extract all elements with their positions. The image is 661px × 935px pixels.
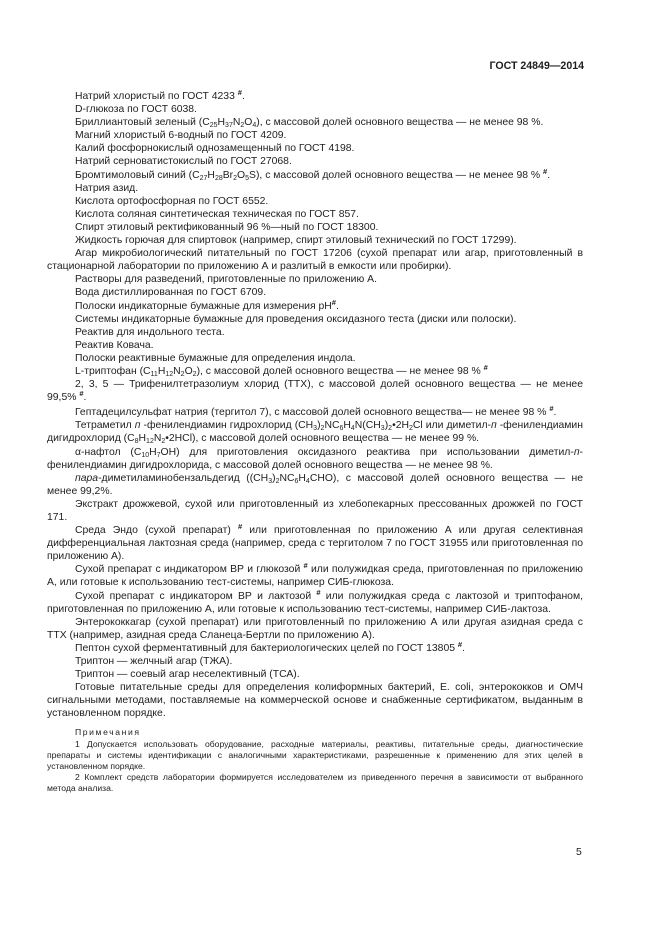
paragraph: Триптон — желчный агар (ТЖА). xyxy=(75,656,233,668)
paragraph: Сухой препарат с индикатором ВР и глюкозой # или полужидкая среда, приготовленная по приложению А, или готовые к использованию тест-системы, например СИБ-глюкоза. xyxy=(47,561,583,589)
paragraph: Жидкость горючая для спиртовок (например, спирт этиловый технический по ГОСТ 17299). xyxy=(75,235,517,247)
paragraph: Натрия азид. xyxy=(75,182,139,194)
paragraph: Бромтимоловый синий $(C_{27}H_{28}Br_2O_5S)$, с массовой долей основного вещества — не менее 98 % #. xyxy=(75,166,551,182)
note-item: 1 Допускается использовать оборудование, расходные материалы, реактивы, питательные среды, диагностические препараты и системы идентификации с аналогичными характеристиками, разрешенные к применению для этих целей в установленном порядке. xyxy=(47,738,583,771)
paragraph: L-триптофан $(C_{11}H_{12}N_2O_2)$, с массовой долей основного вещества — не менее 98 % # xyxy=(75,362,488,378)
footnote-mark: # xyxy=(316,587,321,597)
notes-title: Примечания xyxy=(75,726,141,737)
paragraph: D-глюкоза по ГОСТ 6038. xyxy=(75,104,197,116)
footnote-mark: # xyxy=(79,389,84,399)
footnote-mark: # xyxy=(237,522,243,532)
paragraph: Пептон сухой ферментативный для бактериологических целей по ГОСТ 13805 #. xyxy=(75,639,465,654)
paragraph: Растворы для разведений, приготовленные по приложению А. xyxy=(75,274,377,286)
paragraph: Реактив Ковача. xyxy=(75,339,154,351)
paragraph: Кислота ортофосфорная по ГОСТ 6552. xyxy=(75,195,269,207)
paragraph: Кислота соляная синтетическая техническая по ГОСТ 857. xyxy=(75,208,359,220)
paragraph: Гептадецилсульфат натрия (тергитол 7), с массовой долей основного вещества— не менее 98 % #. xyxy=(75,404,557,419)
footnote-mark: # xyxy=(237,88,242,97)
paragraph: Вода дистиллированная по ГОСТ 6709. xyxy=(75,287,267,299)
paragraph: Готовые питательные среды для определения колиформных бактерий, E. coli, энтерококков и ОМЧ сигнальными методами, поставляемые на коммерческой основе и снабженные сертификатом, выданным в установленном порядке. xyxy=(47,682,583,720)
document-body xyxy=(47,90,583,794)
paragraph: Натрий хлористый по ГОСТ 4233 #. xyxy=(75,88,245,102)
paragraph: Реактив для индольного теста. xyxy=(75,326,225,338)
paragraph: Сухой препарат с индикатором ВР и лактозой # или полужидкая среда с лактозой и триптофаном, приготовленная по приложению А, или готовые к использованию тест-системы, например СИБ-лактоза. xyxy=(47,587,583,615)
page-number: 5 xyxy=(576,847,582,858)
paragraph: Агар микробиологический питательный по ГОСТ 17206 (сухой препарат или агар, приготовленный в стационарной лаборатории по приложению А и разлитый в емкости или пробирки). xyxy=(47,248,583,273)
paragraph: α-нафтол $(C_{10}H_7OH)$ для приготовления оксидазного реактива при использовании диметил-п-фенилендиамин дигидрохлорида, с массовой долей основного вещества — не менее 98 %. xyxy=(47,446,583,471)
note-item: 2 Комплект средств лаборатории формируется исследователем из приведенного перечня в зависимости от выбранного метода анализа. xyxy=(47,771,583,793)
paragraph: Полоски реактивные бумажные для определения индола. xyxy=(75,352,356,364)
document-code-header: ГОСТ 24849—2014 xyxy=(489,60,584,72)
paragraph: Тетраметил п -фенилендиамин гидрохлорид $(CH_3)_2NC_6H_4N(CH_3)_2•2H_2Cl$ или диметил-п -фенилендиамин дигидрохлорид $(C_8H_{12}N_2•2HCl)$, с массовой долей основного вещества — не менее 99 %. xyxy=(47,420,583,446)
paragraph: Среда Эндо (сухой препарат) # или приготовленная по приложению А или другая селективная дифференциальная лактозная среда (например, среда с тергитолом 7 по ГОСТ 31955 или приготовленная по приложению А). xyxy=(47,522,583,563)
paragraph: Триптон — соевый агар неселективный (ТСА). xyxy=(75,669,300,681)
paragraph: Калий фосфорнокислый однозамещенный по ГОСТ 4198. xyxy=(75,143,355,155)
paragraph: Экстракт дрожжевой, сухой или приготовленный из хлебопекарных прессованных дрожжей по ГОСТ 171. xyxy=(47,498,583,523)
footnote-mark: # xyxy=(457,639,463,649)
footnote-mark: # xyxy=(483,362,488,372)
paragraph: 2, 3, 5 — Трифенилтетразолиум хлорид (ТТХ), с массовой долей основного вещества — не менее 99,5% #. xyxy=(47,379,583,404)
paragraph: Магний хлористый 6-водный по ГОСТ 4209. xyxy=(75,130,287,142)
paragraph: Бриллиантовый зеленый $(C_{25}H_{37}N_2O_4)$, с массовой долей основного вещества — не менее 98 %. xyxy=(75,117,544,130)
footnote-mark: # xyxy=(549,404,554,414)
notes-section xyxy=(47,727,583,794)
paragraph: Системы индикаторные бумажные для проведения оксидазного теста (диски или полоски). xyxy=(75,313,517,325)
footnote-mark: # xyxy=(331,297,336,307)
paragraph: Натрий серноватистокислый по ГОСТ 27068. xyxy=(75,156,292,168)
paragraph: пара-диметиламинобензальдегид $((CH_3)_2NC_6H_4CHO)$, с массовой долей основного вещества — не менее 99,2%. xyxy=(47,472,583,497)
paragraph: Энтерококкагар (сухой препарат) или приготовленный по приложению А или другая азидная среда с ТТХ (например, азидная среда Сланеца-Бертли по приложению А). xyxy=(47,616,583,641)
footnote-mark: # xyxy=(303,561,308,571)
paragraph: Полоски индикаторные бумажные для измерения рН#. xyxy=(75,297,339,312)
footnote-mark: # xyxy=(543,166,548,176)
paragraph: Спирт этиловый ректификованный 96 %—ный по ГОСТ 18300. xyxy=(75,221,379,233)
